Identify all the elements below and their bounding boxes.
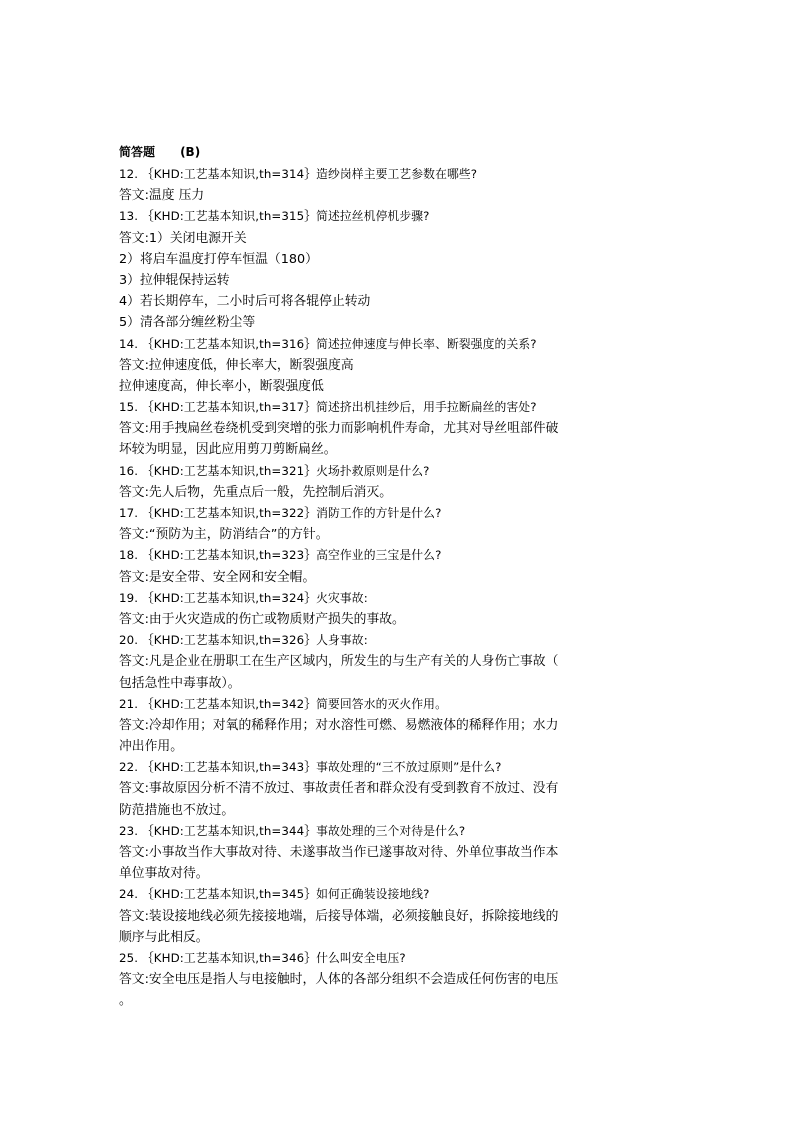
section-heading: 简答题 (B) bbox=[119, 145, 201, 159]
answer-line: 答文:小事故当作大事故对待、未遂事故当作已遂事故对待、外单位事故当作本 bbox=[119, 845, 559, 860]
question-line: 16. ｛KHD:工艺基本知识,th=321｝火场扑救原则是什么? bbox=[119, 463, 430, 478]
question-line: 25. ｛KHD:工艺基本知识,th=346｝什么叫安全电压? bbox=[119, 950, 406, 965]
answer-line: 顺序与此相反。 bbox=[119, 929, 209, 945]
answer-line: 4）若长期停车，二小时后可将各辊停止转动 bbox=[119, 294, 371, 310]
answer-line: 拉伸速度高，伸长率小，断裂强度低 bbox=[119, 378, 324, 394]
answer-line: 答文:是安全带、安全网和安全帽。 bbox=[119, 569, 316, 585]
answer-line: 包括急性中毒事故）。 bbox=[119, 675, 241, 691]
question-line: 23. ｛KHD:工艺基本知识,th=344｝事故处理的三个对待是什么? bbox=[119, 823, 466, 838]
answer-line: 答文:“预防为主，防消结合”的方针。 bbox=[119, 527, 329, 543]
answer-line: 答文:1）关闭电源开关 bbox=[119, 230, 247, 246]
document-page bbox=[119, 143, 619, 1012]
answer-line: 答文:用手拽扁丝卷绕机受到突增的张力而影响机件寿命，尤其对导丝咀部件破 bbox=[119, 421, 559, 437]
question-line: 21. ｛KHD:工艺基本知识,th=342｝简要回答水的灭火作用。 bbox=[119, 696, 447, 711]
question-line: 15. ｛KHD:工艺基本知识,th=317｝简述挤出机挂纱后，用手拉断扁丝的害处? bbox=[119, 400, 537, 415]
answer-line: 2）将启车温度打停车恒温（180） bbox=[119, 251, 318, 267]
answer-line: 答文:温度 压力 bbox=[119, 188, 205, 204]
answer-line: 答文:装设接地线必须先接接地端，后接导体端，必须接触良好，拆除接地线的 bbox=[119, 908, 559, 924]
answer-line: 答文:冷却作用；对氧的稀释作用；对水溶性可燃、易燃液体的稀释作用；水力 bbox=[119, 717, 559, 733]
answer-line: 3）拉伸辊保持运转 bbox=[119, 272, 230, 288]
question-line: 17. ｛KHD:工艺基本知识,th=322｝消防工作的方针是什么? bbox=[119, 506, 442, 520]
answer-line: 5）清各部分缠丝粉尘等 bbox=[119, 315, 256, 331]
answer-line: 答文:凡是企业在册职工在生产区域内，所发生的与生产有关的人身伤亡事故（ bbox=[119, 654, 559, 670]
question-line: 22. ｛KHD:工艺基本知识,th=343｝事故处理的“三不放过原则”是什么? bbox=[119, 760, 502, 775]
answer-line: 答文:先人后物，先重点后一般，先控制后消灭。 bbox=[119, 484, 393, 500]
question-line: 19. ｛KHD:工艺基本知识,th=324｝火灾事故: bbox=[119, 590, 368, 605]
answer-line: 答文:拉伸速度低，伸长率大，断裂强度高 bbox=[119, 357, 354, 373]
answer-line: 答文:事故原因分析不清不放过、事故责任者和群众没有受到教育不放过、没有 bbox=[119, 781, 559, 797]
question-line: 14. ｛KHD:工艺基本知识,th=316｝简述拉伸速度与伸长率、断裂强度的关系? bbox=[119, 336, 537, 351]
answer-line: 单位事故对待。 bbox=[119, 866, 209, 882]
question-line: 12. ｛KHD:工艺基本知识,th=314｝造纱岗样主要工艺参数在哪些? bbox=[119, 167, 478, 181]
question-line: 13. ｛KHD:工艺基本知识,th=315｝简述拉丝机停机步骤? bbox=[119, 209, 430, 224]
qa-list bbox=[119, 164, 619, 1012]
question-line: 20. ｛KHD:工艺基本知识,th=326｝人身事故: bbox=[119, 633, 368, 648]
answer-line: 答文:安全电压是指人与电接触时，人体的各部分组织不会造成任何伤害的电压 bbox=[119, 972, 559, 988]
answer-line: 坏较为明显，因此应用剪刀剪断扁丝。 bbox=[119, 442, 337, 458]
answer-line: 防范措施也不放过。 bbox=[119, 802, 235, 818]
question-line: 24. ｛KHD:工艺基本知识,th=345｝如何正确装设接地线? bbox=[119, 887, 430, 902]
question-line: 18. ｛KHD:工艺基本知识,th=323｝高空作业的三宝是什么? bbox=[119, 548, 442, 563]
answer-line: 冲出作用。 bbox=[119, 739, 183, 755]
answer-line: 。 bbox=[119, 993, 132, 1009]
answer-line: 答文:由于火灾造成的伤亡或物质财产损失的事故。 bbox=[119, 611, 405, 627]
